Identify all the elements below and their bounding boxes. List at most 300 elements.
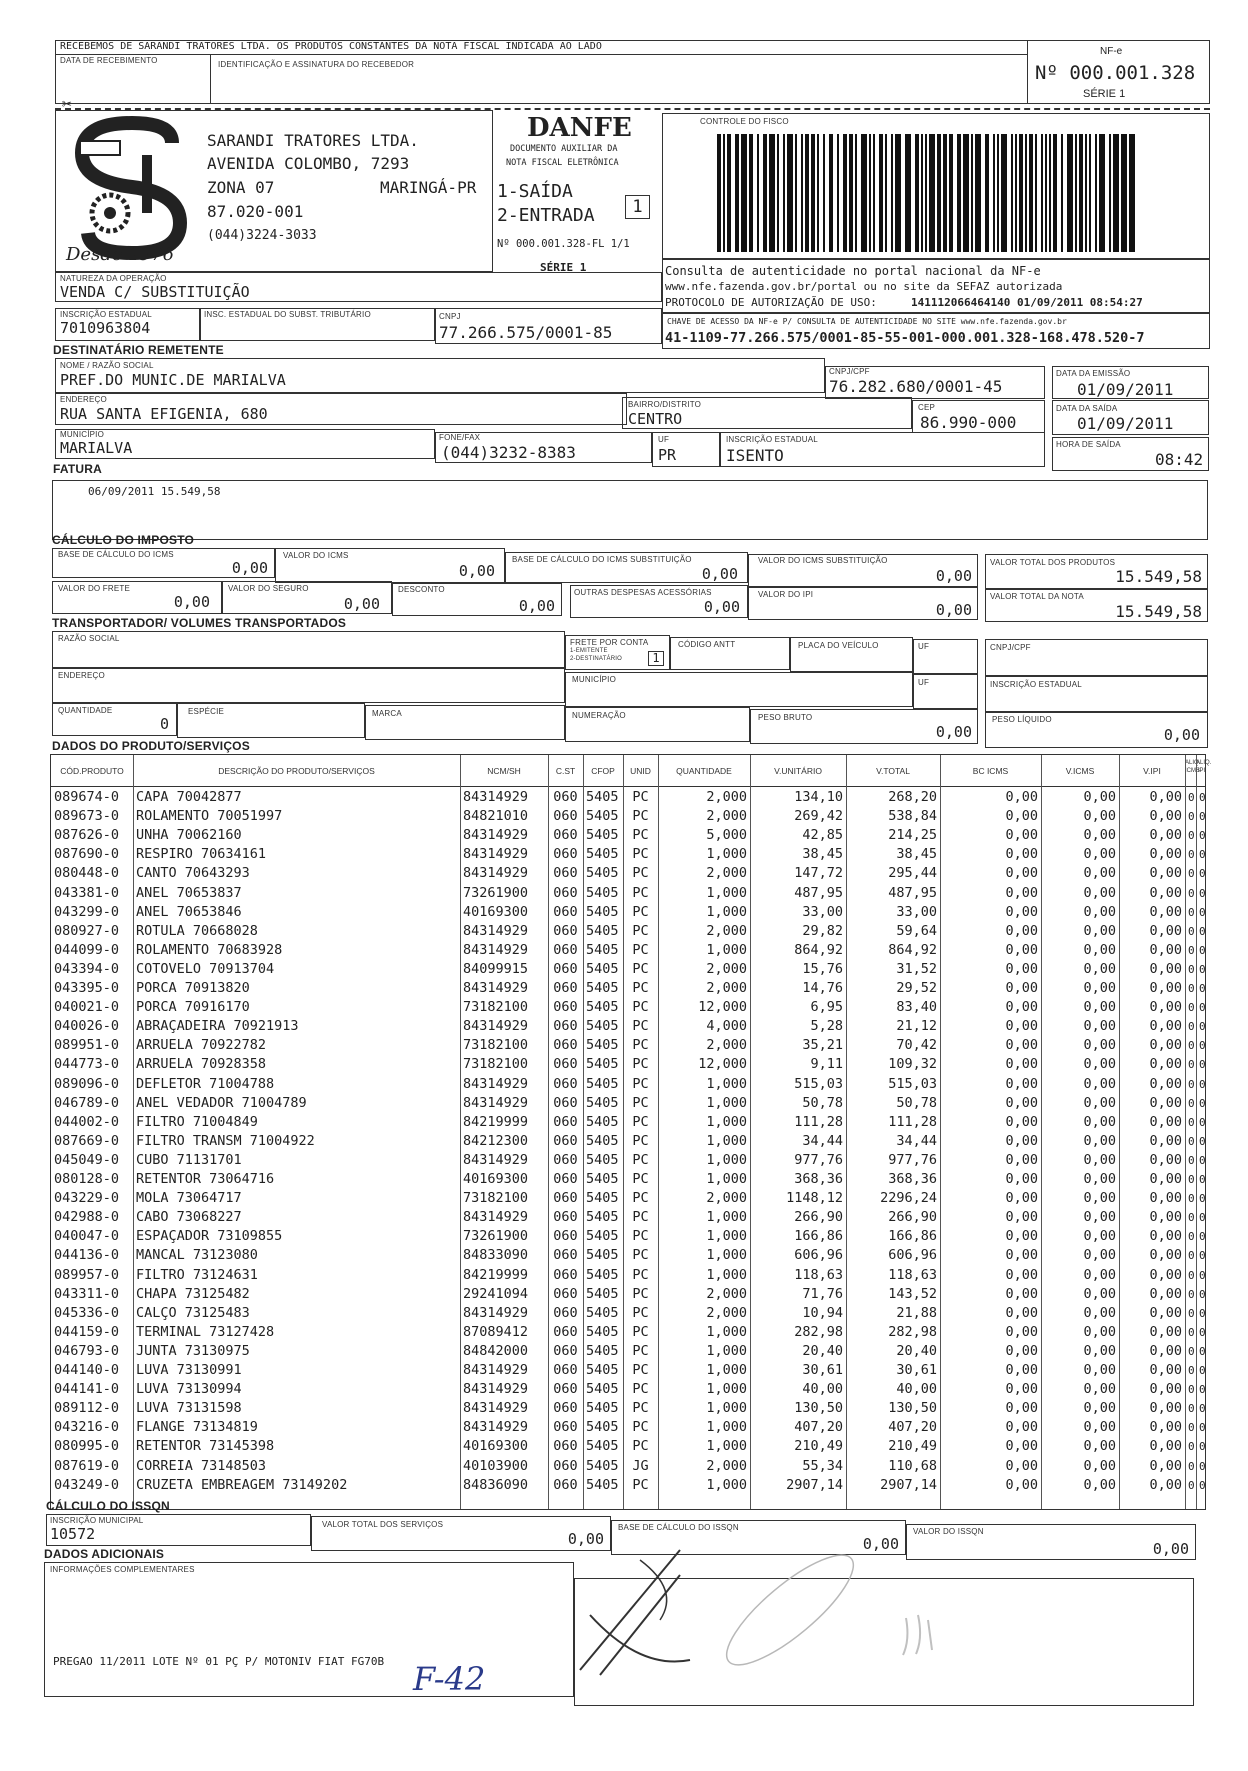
cell-ncm: 73182100	[463, 999, 529, 1016]
cell-cfop: 5405	[586, 1018, 619, 1035]
danfe-sub1: DOCUMENTO AUXILIAR DA	[510, 144, 618, 154]
cell-ncm: 84314929	[463, 980, 529, 996]
cell-v-ipi: 0,00	[1149, 1342, 1182, 1359]
cell-bc-icms: 0,00	[1005, 1247, 1038, 1264]
cell-v-ipi: 0,00	[1149, 884, 1182, 901]
bc-icms-label: BASE DE CÁLCULO DO ICMS	[58, 550, 174, 559]
cell-v-total: 487,95	[888, 884, 937, 901]
cell-descricao: ARRUELA 70922782	[136, 1037, 267, 1054]
cell-bc-icms: 0,00	[1005, 1400, 1038, 1417]
cell-aliq-ipi: 0	[1199, 1001, 1206, 1015]
cell-v-total: 268,20	[888, 789, 937, 805]
cell-cst: 060	[553, 903, 578, 920]
cell-v-ipi: 0,00	[1149, 1438, 1182, 1455]
emitente-endereco: AVENIDA COLOMBO, 7293	[207, 154, 410, 173]
cell-quantidade: 2,000	[706, 865, 747, 882]
cell-bc-icms: 0,00	[1005, 922, 1038, 939]
cell-aliq-icms: 0	[1188, 1077, 1195, 1091]
consulta-1: Consulta de autenticidade no portal nacional da NF-e	[665, 264, 1041, 278]
cell-v-icms: 0,00	[1083, 827, 1116, 844]
table-row	[51, 1342, 1211, 1361]
cell-cst: 060	[553, 1094, 578, 1111]
cell-aliq-icms: 0	[1188, 810, 1195, 824]
col-header-aliq-ipi: ALIQ. IPI	[1196, 760, 1212, 774]
cell-v-total: 110,68	[888, 1457, 937, 1474]
cell-quantidade: 1,000	[706, 1171, 747, 1187]
cell-cst: 060	[553, 1266, 578, 1283]
cell-cfop: 5405	[586, 922, 619, 939]
cell-aliq-icms: 0	[1188, 1459, 1195, 1473]
cell-v-unitario: 864,92	[794, 941, 843, 958]
cell-v-unitario: 42,85	[802, 827, 843, 844]
cell-unid: PC	[632, 1075, 649, 1092]
cell-aliq-ipi: 0	[1199, 867, 1206, 881]
cell-aliq-ipi: 0	[1199, 1096, 1206, 1110]
cell-ncm: 84314929	[463, 865, 529, 882]
cell-v-ipi: 0,00	[1149, 1151, 1182, 1168]
cell-aliq-icms: 0	[1188, 1325, 1195, 1339]
cell-cfop: 5405	[586, 865, 619, 882]
cell-v-total: 214,25	[888, 827, 937, 844]
cell-v-icms: 0,00	[1083, 1037, 1116, 1054]
cell-ncm: 73182100	[463, 1037, 529, 1054]
outras: 0,00	[703, 598, 740, 616]
cell-cst: 060	[553, 1438, 578, 1455]
cell-codigo: 044099-0	[54, 941, 120, 958]
cell-cfop: 5405	[586, 941, 619, 958]
col-header-unid: UNID	[630, 766, 651, 776]
cell-codigo: 044159-0	[54, 1323, 120, 1340]
transp-uf-label: UF	[918, 642, 930, 651]
cell-v-total: 118,63	[888, 1266, 937, 1283]
cell-v-ipi: 0,00	[1149, 1285, 1182, 1302]
cell-v-icms: 0,00	[1083, 1342, 1116, 1359]
cell-cst: 060	[553, 1018, 578, 1035]
cell-aliq-ipi: 0	[1199, 791, 1206, 804]
cell-quantidade: 1,000	[706, 1209, 747, 1226]
dest-fone-label: FONE/FAX	[439, 433, 481, 442]
cell-aliq-ipi: 0	[1199, 1383, 1206, 1397]
cell-unid: PC	[632, 884, 649, 901]
canhoto-text: RECEBEMOS DE SARANDI TRATORES LTDA. OS PRODUTOS CONSTANTES DA NOTA FISCAL INDICADA AO LADO	[60, 41, 602, 52]
cell-v-total: 20,40	[896, 1342, 937, 1359]
cell-v-ipi: 0,00	[1149, 1094, 1182, 1111]
cell-ncm: 84314929	[463, 1400, 529, 1417]
issqn-im: 10572	[50, 1525, 96, 1543]
cell-ncm: 40169300	[463, 903, 529, 920]
table-row	[51, 1208, 1211, 1227]
cell-unid: PC	[632, 1381, 649, 1398]
cell-v-icms: 0,00	[1083, 1457, 1116, 1474]
cell-codigo: 087669-0	[54, 1132, 120, 1149]
issqn-im-label: INSCRIÇÃO MUNICIPAL	[50, 1516, 144, 1525]
col-header-quantidade: QUANTIDADE	[676, 766, 732, 776]
cell-bc-icms: 0,00	[1005, 1228, 1038, 1245]
issqn-v-label: VALOR DO ISSQN	[913, 1527, 984, 1536]
issqn-vts-label: VALOR TOTAL DOS SERVIÇOS	[322, 1520, 444, 1529]
table-row	[51, 1227, 1211, 1246]
cell-cst: 060	[553, 1381, 578, 1398]
cell-cfop: 5405	[586, 827, 619, 844]
cell-cfop: 5405	[586, 1247, 619, 1264]
cell-cfop: 5405	[586, 1323, 619, 1340]
table-row	[51, 1437, 1211, 1456]
cell-unid: PC	[632, 999, 649, 1016]
cell-quantidade: 2,000	[706, 789, 747, 805]
cell-aliq-icms: 0	[1188, 848, 1195, 862]
cell-quantidade: 1,000	[706, 1362, 747, 1378]
cell-quantidade: 1,000	[706, 1381, 747, 1398]
protocolo: 141112066464140 01/09/2011 08:54:27	[911, 296, 1143, 309]
cell-v-ipi: 0,00	[1149, 1228, 1182, 1245]
cell-codigo: 043311-0	[54, 1285, 120, 1302]
cell-descricao: ANEL 70653846	[136, 903, 242, 920]
cell-cfop: 5405	[586, 884, 619, 901]
cell-v-icms: 0,00	[1083, 808, 1116, 825]
table-row	[51, 1323, 1211, 1342]
cell-v-icms: 0,00	[1083, 1285, 1116, 1302]
cell-quantidade: 1,000	[706, 1132, 747, 1149]
cell-aliq-ipi: 0	[1199, 1344, 1206, 1358]
transp-frete-opt1: 1-EMITENTE	[570, 648, 608, 654]
cell-ncm: 84219999	[463, 1113, 529, 1130]
ipi: 0,00	[935, 601, 972, 619]
cell-cst: 060	[553, 1304, 578, 1321]
cell-codigo: 046793-0	[54, 1342, 120, 1359]
cell-v-unitario: 407,20	[794, 1419, 843, 1436]
transp-ie-label: INSCRIÇÃO ESTADUAL	[990, 680, 1082, 689]
cell-descricao: CORREIA 73148503	[136, 1457, 267, 1474]
cell-cst: 060	[553, 1457, 578, 1474]
cell-quantidade: 12,000	[698, 999, 747, 1016]
table-row	[51, 884, 1211, 903]
cell-v-unitario: 6,95	[810, 999, 843, 1016]
cell-v-unitario: 606,96	[794, 1247, 843, 1264]
cell-codigo: 089673-0	[54, 808, 120, 825]
cell-bc-icms: 0,00	[1005, 789, 1038, 805]
cell-aliq-icms: 0	[1188, 1115, 1195, 1129]
cell-cst: 060	[553, 1132, 578, 1149]
cell-v-icms: 0,00	[1083, 1266, 1116, 1283]
produtos-section: DADOS DO PRODUTO/SERVIÇOS	[52, 739, 250, 753]
cell-quantidade: 1,000	[706, 1342, 747, 1359]
cell-cst: 060	[553, 1075, 578, 1092]
cell-ncm: 84212300	[463, 1132, 529, 1149]
dest-saida: 01/09/2011	[1077, 414, 1174, 433]
cell-v-icms: 0,00	[1083, 1247, 1116, 1264]
col-header-v-icms: V.ICMS	[1065, 766, 1095, 776]
cell-bc-icms: 0,00	[1005, 1476, 1038, 1493]
adicionais-info-label: INFORMAÇÕES COMPLEMENTARES	[50, 1565, 195, 1574]
cell-unid: PC	[632, 1247, 649, 1264]
transp-municipio-label: MUNICÍPIO	[572, 675, 617, 684]
col-header-v-total: V.TOTAL	[876, 766, 910, 776]
cell-v-total: 59,64	[896, 922, 937, 939]
dest-emissao: 01/09/2011	[1077, 380, 1174, 399]
cell-quantidade: 1,000	[706, 846, 747, 863]
dest-hora: 08:42	[1155, 450, 1204, 469]
cell-cfop: 5405	[586, 1171, 619, 1187]
cell-v-ipi: 0,00	[1149, 922, 1182, 939]
issqn-v: 0,00	[1152, 1540, 1189, 1558]
table-row	[51, 1113, 1211, 1132]
cell-cfop: 5405	[586, 1266, 619, 1283]
cell-cfop: 5405	[586, 1457, 619, 1474]
cell-v-icms: 0,00	[1083, 865, 1116, 882]
danfe-tipo: 1	[625, 195, 650, 219]
consulta-2: www.nfe.fazenda.gov.br/portal ou no site da SEFAZ autorizada	[665, 280, 1063, 293]
table-row	[51, 1055, 1211, 1074]
cell-descricao: RETENTOR 73064716	[136, 1171, 275, 1187]
cell-v-ipi: 0,00	[1149, 1476, 1182, 1493]
cell-cfop: 5405	[586, 1228, 619, 1245]
table-row	[51, 1361, 1211, 1380]
table-row	[51, 1189, 1211, 1208]
dest-cnpj-label: CNPJ/CPF	[829, 367, 870, 376]
table-row	[51, 1017, 1211, 1036]
cell-v-unitario: 282,98	[794, 1323, 843, 1340]
transporte-section: TRANSPORTADOR/ VOLUMES TRANSPORTADOS	[52, 616, 347, 630]
initials-mark	[898, 1610, 948, 1660]
cell-v-total: 606,96	[888, 1247, 937, 1264]
col-header-aliq-icms: ALIQ. ICMS	[1185, 760, 1201, 774]
cell-cfop: 5405	[586, 1056, 619, 1073]
cell-v-total: 515,03	[888, 1075, 937, 1092]
cell-bc-icms: 0,00	[1005, 1037, 1038, 1054]
cell-cfop: 5405	[586, 1037, 619, 1054]
cell-v-icms: 0,00	[1083, 922, 1116, 939]
cell-descricao: ARRUELA 70928358	[136, 1056, 267, 1073]
cell-descricao: LUVA 73130994	[136, 1381, 242, 1398]
v-icms-label: VALOR DO ICMS	[283, 551, 349, 560]
cell-codigo: 044773-0	[54, 1056, 120, 1073]
cell-descricao: COTOVELO 70913704	[136, 960, 275, 977]
cell-aliq-ipi: 0	[1199, 1459, 1206, 1473]
cell-aliq-ipi: 0	[1199, 1020, 1206, 1034]
cell-v-icms: 0,00	[1083, 999, 1116, 1016]
cell-v-total: 30,61	[896, 1362, 937, 1378]
cell-unid: PC	[632, 1018, 649, 1035]
cell-v-icms: 0,00	[1083, 884, 1116, 901]
cell-ncm: 84314929	[463, 1419, 529, 1436]
cell-bc-icms: 0,00	[1005, 1113, 1038, 1130]
cell-aliq-icms: 0	[1188, 1402, 1195, 1416]
cell-descricao: MANCAL 73123080	[136, 1247, 258, 1264]
cell-v-ipi: 0,00	[1149, 1132, 1182, 1149]
cell-codigo: 042988-0	[54, 1209, 120, 1226]
adicionais-section: DADOS ADICIONAIS	[44, 1547, 165, 1561]
cell-cst: 060	[553, 980, 578, 996]
cell-aliq-ipi: 0	[1199, 1039, 1206, 1053]
cell-v-ipi: 0,00	[1149, 846, 1182, 863]
cell-aliq-icms: 0	[1188, 962, 1195, 976]
cell-v-ipi: 0,00	[1149, 1018, 1182, 1035]
cell-aliq-ipi: 0	[1199, 1478, 1206, 1492]
cell-ncm: 87089412	[463, 1323, 529, 1340]
cell-descricao: CAPA 70042877	[136, 789, 242, 805]
cell-descricao: ROLAMENTO 70683928	[136, 941, 283, 958]
cell-bc-icms: 0,00	[1005, 1381, 1038, 1398]
cell-bc-icms: 0,00	[1005, 980, 1038, 996]
table-row	[51, 941, 1211, 960]
cell-v-total: 538,84	[888, 808, 937, 825]
cell-v-ipi: 0,00	[1149, 1037, 1182, 1054]
cell-descricao: CRUZETA EMBREAGEM 73149202	[136, 1476, 348, 1493]
dest-fone: (044)3232-8383	[441, 443, 576, 462]
cell-aliq-icms: 0	[1188, 1383, 1195, 1397]
cell-aliq-icms: 0	[1188, 1364, 1195, 1377]
cell-ncm: 84314929	[463, 789, 529, 805]
cell-quantidade: 5,000	[706, 827, 747, 844]
cell-unid: PC	[632, 1228, 649, 1245]
cell-aliq-icms: 0	[1188, 1039, 1195, 1053]
cell-cst: 060	[553, 827, 578, 844]
protocolo-label: PROTOCOLO DE AUTORIZAÇÃO DE USO:	[665, 296, 877, 309]
dest-nome-label: NOME / RAZÃO SOCIAL	[60, 361, 154, 370]
cell-codigo: 044141-0	[54, 1381, 120, 1398]
cell-descricao: CABO 73068227	[136, 1209, 242, 1226]
cell-unid: PC	[632, 1419, 649, 1436]
cell-aliq-icms: 0	[1188, 1020, 1195, 1034]
cell-v-total: 210,49	[888, 1438, 937, 1455]
cell-v-total: 109,32	[888, 1056, 937, 1073]
cell-v-unitario: 5,28	[810, 1018, 843, 1035]
cell-v-ipi: 0,00	[1149, 903, 1182, 920]
cell-cfop: 5405	[586, 1438, 619, 1455]
table-row	[51, 998, 1211, 1017]
cell-descricao: PORCA 70913820	[136, 980, 250, 996]
cell-v-unitario: 55,34	[802, 1457, 843, 1474]
cell-v-unitario: 15,76	[802, 960, 843, 977]
bc-icms: 0,00	[231, 559, 268, 577]
cell-codigo: 043249-0	[54, 1476, 120, 1493]
cell-v-total: 368,36	[888, 1171, 937, 1187]
table-row	[51, 826, 1211, 845]
cell-quantidade: 2,000	[706, 1037, 747, 1054]
cell-aliq-ipi: 0	[1199, 1306, 1206, 1320]
cell-v-icms: 0,00	[1083, 1209, 1116, 1226]
cell-quantidade: 2,000	[706, 1304, 747, 1321]
cell-unid: PC	[632, 1056, 649, 1073]
cell-codigo: 040026-0	[54, 1018, 120, 1035]
cell-v-ipi: 0,00	[1149, 941, 1182, 958]
dest-nome: PREF.DO MUNIC.DE MARIALVA	[60, 371, 286, 389]
cell-v-icms: 0,00	[1083, 1113, 1116, 1130]
transp-peso-liquido: 0,00	[1163, 726, 1200, 744]
cnpj-emit-label: CNPJ	[439, 312, 461, 321]
cell-ncm: 84833090	[463, 1247, 529, 1264]
cell-aliq-ipi: 0	[1199, 886, 1206, 900]
emitente-cidade: MARINGÁ-PR	[380, 178, 477, 197]
cell-aliq-icms: 0	[1188, 829, 1195, 843]
cell-quantidade: 2,000	[706, 1190, 747, 1207]
cell-v-icms: 0,00	[1083, 941, 1116, 958]
cell-v-total: 70,42	[896, 1037, 937, 1054]
cell-v-total: 2907,14	[880, 1476, 937, 1493]
cell-cst: 060	[553, 1323, 578, 1340]
cell-v-icms: 0,00	[1083, 1018, 1116, 1035]
cell-unid: PC	[632, 1209, 649, 1226]
cell-codigo: 044002-0	[54, 1113, 120, 1130]
cell-v-unitario: 34,44	[802, 1132, 843, 1149]
cell-descricao: FILTRO 71004849	[136, 1113, 258, 1130]
table-row	[51, 788, 1211, 807]
cell-descricao: DEFLETOR 71004788	[136, 1075, 275, 1092]
cell-ncm: 73182100	[463, 1056, 529, 1073]
cell-ncm: 84821010	[463, 808, 529, 825]
dest-uf-label: UF	[658, 435, 670, 444]
cell-descricao: FILTRO 73124631	[136, 1266, 258, 1283]
cell-aliq-icms: 0	[1188, 1153, 1195, 1167]
canhoto-data-label: DATA DE RECEBIMENTO	[60, 56, 158, 65]
cell-bc-icms: 0,00	[1005, 827, 1038, 844]
natureza-value: VENDA C/ SUBSTITUIÇÃO	[60, 283, 250, 301]
cell-v-total: 50,78	[896, 1094, 937, 1111]
cell-v-ipi: 0,00	[1149, 1419, 1182, 1436]
cell-v-unitario: 2907,14	[786, 1476, 843, 1493]
cell-quantidade: 1,000	[706, 1476, 747, 1493]
cell-cfop: 5405	[586, 1151, 619, 1168]
cell-aliq-ipi: 0	[1199, 1115, 1206, 1129]
cell-cfop: 5405	[586, 1209, 619, 1226]
cell-v-icms: 0,00	[1083, 1438, 1116, 1455]
cell-v-unitario: 10,94	[802, 1304, 843, 1321]
danfe-entrada: 2-ENTRADA	[497, 205, 595, 226]
cell-unid: JG	[632, 1457, 649, 1474]
table-row	[51, 845, 1211, 864]
v-nota: 15.549,58	[1115, 602, 1202, 621]
cell-v-ipi: 0,00	[1149, 1113, 1182, 1130]
cell-ncm: 84314929	[463, 1075, 529, 1092]
issqn-bc: 0,00	[862, 1535, 899, 1553]
cell-codigo: 043216-0	[54, 1419, 120, 1436]
cell-unid: PC	[632, 980, 649, 996]
cell-v-total: 2296,24	[880, 1190, 937, 1207]
cell-quantidade: 1,000	[706, 903, 747, 920]
cell-descricao: PORCA 70916170	[136, 999, 250, 1016]
cell-cst: 060	[553, 1476, 578, 1493]
cell-aliq-ipi: 0	[1199, 1325, 1206, 1339]
cell-cst: 060	[553, 960, 578, 977]
cell-cfop: 5405	[586, 903, 619, 920]
chave: 41-1109-77.266.575/0001-85-55-001-000.001.328-168.478.520-7	[665, 330, 1145, 346]
cell-descricao: CANTO 70643293	[136, 865, 250, 882]
outras-label: OUTRAS DESPESAS ACESSÓRIAS	[574, 588, 712, 597]
ipi-label: VALOR DO IPI	[758, 590, 814, 599]
cell-aliq-icms: 0	[1188, 791, 1195, 804]
cell-descricao: ANEL VEDADOR 71004789	[136, 1094, 307, 1111]
issqn-section: CÁLCULO DO ISSQN	[46, 1499, 170, 1513]
cell-aliq-ipi: 0	[1199, 829, 1206, 843]
cell-codigo: 044136-0	[54, 1247, 120, 1264]
cell-cst: 060	[553, 922, 578, 939]
cell-v-ipi: 0,00	[1149, 865, 1182, 882]
dest-cep-label: CEP	[918, 403, 936, 412]
transp-peso-liquido-label: PESO LÍQUIDO	[992, 715, 1052, 724]
cell-v-ipi: 0,00	[1149, 1056, 1182, 1073]
cell-descricao: LUVA 73131598	[136, 1400, 242, 1417]
cell-v-unitario: 33,00	[802, 903, 843, 920]
cell-quantidade: 1,000	[706, 1151, 747, 1168]
cell-v-total: 29,52	[896, 980, 937, 996]
cell-v-total: 166,86	[888, 1228, 937, 1245]
cell-descricao: MOLA 73064717	[136, 1190, 242, 1207]
cell-unid: PC	[632, 1132, 649, 1149]
transp-frete-label: FRETE POR CONTA	[570, 638, 649, 647]
cell-cfop: 5405	[586, 1419, 619, 1436]
cell-unid: PC	[632, 960, 649, 977]
cell-descricao: JUNTA 73130975	[136, 1342, 250, 1359]
